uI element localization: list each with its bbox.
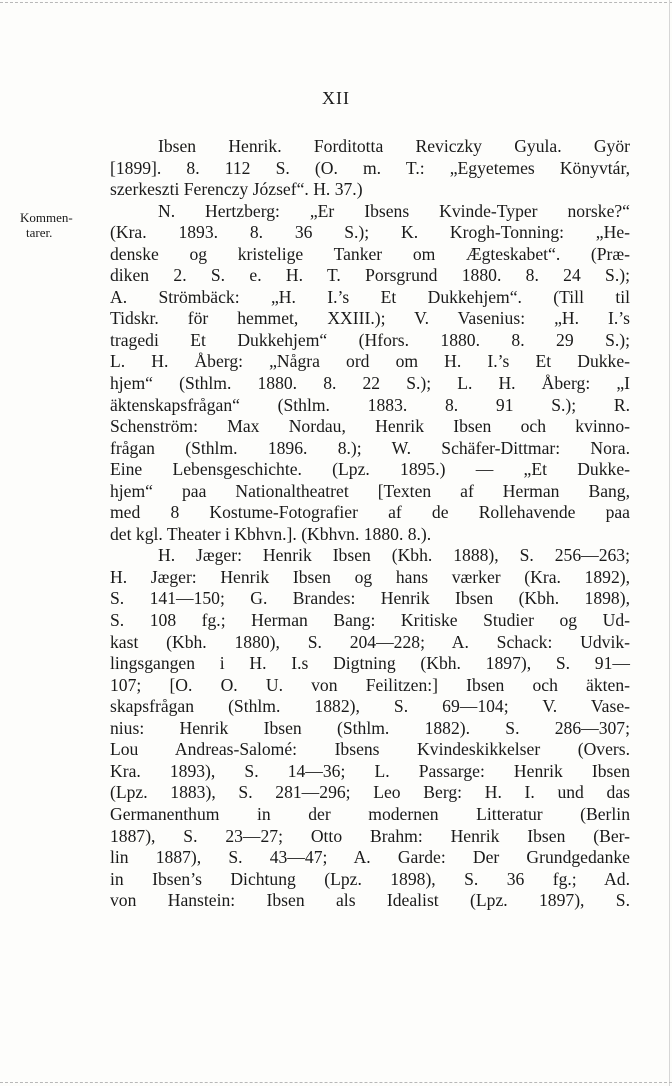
text-line: 107; [O. O. U. von Feilitzen:] Ibsen och äkten- — [110, 674, 630, 695]
text-line: lin 1887), S. 43—47; A. Garde: Der Grundgedanke — [110, 847, 630, 868]
text-line: lingsgangen i H. I.s Digtning (Kbh. 1897), S. 91— — [110, 653, 630, 674]
body-text — [110, 136, 630, 912]
text-line: nius: Henrik Ibsen (Sthlm. 1882). S. 286—307; — [110, 717, 630, 738]
text-line: Germanenthum in der modernen Litteratur (Berlin — [110, 803, 630, 824]
text-line: A. Strömbäck: „H. I.’s Et Dukkehjem“. (Till til — [110, 286, 630, 307]
text-line: tragedi Et Dukkehjem“ (Hfors. 1880. 8. 29 S.); — [110, 329, 630, 350]
text-line: (Lpz. 1883), S. 281—296; Leo Berg: H. I. und das — [110, 782, 630, 803]
text-line: H. Jæger: Henrik Ibsen (Kbh. 1888), S. 256—263; — [158, 545, 630, 566]
text-line: szerkeszti Ferenczy József“. H. 37.) — [110, 179, 363, 200]
right-edge-line — [669, 0, 670, 1086]
text-line: Schenström: Max Nordau, Henrik Ibsen och kvinno- — [110, 416, 630, 437]
text-line: Tidskr. för hemmet, XXIII.); V. Vasenius: „H. I.’s — [110, 308, 630, 329]
text-line: skapsfrågan (Sthlm. 1882), S. 69—104; V. Vase- — [110, 696, 630, 717]
text-line: [1899]. 8. 112 S. (O. m. T.: „Egyetemes Könyvtár, — [110, 157, 630, 178]
text-line: (Kra. 1893. 8. 36 S.); K. Krogh-Tonning: „He- — [110, 222, 630, 243]
text-line: frågan (Sthlm. 1896. 8.); W. Schäfer-Dittmar: Nora. — [110, 437, 630, 458]
text-line: Ibsen Henrik. Forditotta Reviczky Gyula. Györ — [158, 136, 630, 156]
top-border-line — [0, 2, 672, 3]
text-line: in Ibsen’s Dichtung (Lpz. 1898), S. 36 fg.; Ad. — [110, 868, 630, 889]
text-line: S. 108 fg.; Herman Bang: Kritiske Studier og Ud- — [110, 610, 630, 631]
margin-note — [20, 210, 100, 240]
text-line: äktenskapsfrågan“ (Sthlm. 1883. 8. 91 S.); R. — [110, 394, 630, 415]
text-line: kast (Kbh. 1880), S. 204—228; A. Schack: Udvik- — [110, 631, 630, 652]
bottom-border-line — [0, 1082, 672, 1083]
text-line: 1887), S. 23—27; Otto Brahm: Henrik Ibsen (Ber- — [110, 825, 630, 846]
text-line: diken 2. S. e. H. T. Porsgrund 1880. 8. 24 S.); — [110, 265, 630, 286]
text-line: Eine Lebensgeschichte. (Lpz. 1895.) — „Et Dukke- — [110, 459, 630, 480]
text-line: det kgl. Theater i Kbhvn.]. (Kbhvn. 1880. 8.). — [110, 523, 432, 544]
text-line: hjem“ (Sthlm. 1880. 8. 22 S.); L. H. Åberg: „I — [110, 373, 630, 394]
text-line: S. 141—150; G. Brandes: Henrik Ibsen (Kbh. 1898), — [110, 588, 630, 609]
text-line: hjem“ paa Nationaltheatret [Texten af Herman Bang, — [110, 480, 630, 501]
text-line: denske og kristelige Tanker om Ægteskabet“. (Præ- — [110, 243, 630, 264]
text-line: Kra. 1893), S. 14—36; L. Passarge: Henrik Ibsen — [110, 760, 630, 781]
text-line: H. Jæger: Henrik Ibsen og hans værker (Kra. 1892), — [110, 566, 630, 587]
text-line: N. Hertzberg: „Er Ibsens Kvinde-Typer norske?“ — [158, 200, 630, 221]
text-line: von Hanstein: Ibsen als Idealist (Lpz. 1897), S. — [110, 890, 630, 911]
text-line: L. H. Åberg: „Några ord om H. I.’s Et Dukke- — [110, 351, 630, 372]
page-number: XII — [322, 88, 350, 108]
margin-note-line: tarer. — [26, 225, 53, 240]
text-line: med 8 Kostume-Fotografier af de Rollehavende paa — [110, 502, 630, 523]
text-line: Lou Andreas-Salomé: Ibsens Kvindeskikkelser (Overs. — [110, 739, 630, 760]
margin-note-line: Kommen- — [20, 210, 73, 225]
